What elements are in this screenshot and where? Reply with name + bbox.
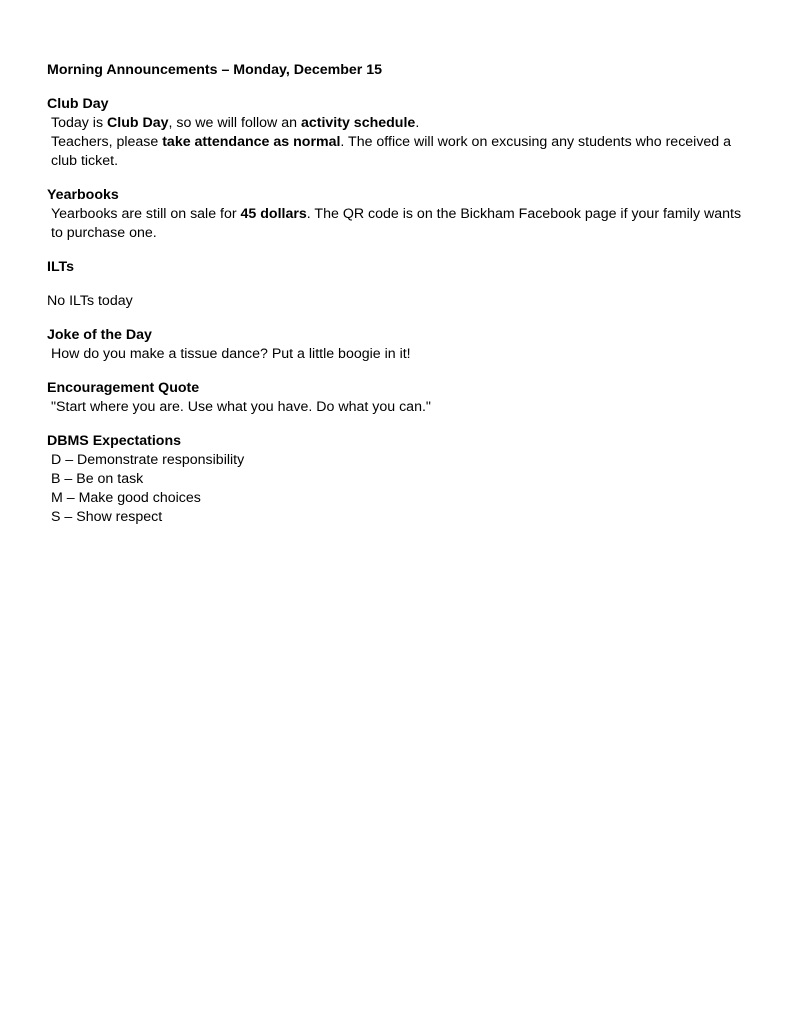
attendance-text <box>47 133 747 171</box>
attendance-emphasis: take attendance as normal <box>162 134 341 150</box>
ilts-text: No ILTs today <box>47 293 133 309</box>
expectation-item: D – Demonstrate responsibility <box>51 452 245 468</box>
yearbooks-heading: Yearbooks <box>47 187 119 203</box>
price-emphasis: 45 dollars <box>240 206 307 222</box>
document-body <box>47 61 747 542</box>
yearbooks-text-part: Yearbooks are still on sale for <box>51 206 241 222</box>
club-day-text-part: Today is <box>51 115 107 131</box>
expectation-item: B – Be on task <box>51 471 144 487</box>
ilts-section <box>47 258 747 311</box>
expectation-item: M – Make good choices <box>51 490 201 506</box>
attendance-text-part: . The office will work on excusing any students who received a club ticket. <box>51 134 732 169</box>
club-day-text-part: . <box>415 115 420 131</box>
club-day-section <box>47 95 747 171</box>
expectation-item: S – Show respect <box>51 509 163 525</box>
quote-section <box>47 379 747 417</box>
attendance-text-part: Teachers, please <box>51 134 163 150</box>
quote-text: "Start where you are. Use what you have. Do what you can." <box>51 399 431 415</box>
yearbooks-text <box>47 205 747 243</box>
expectations-heading: DBMS Expectations <box>47 433 182 449</box>
club-day-text <box>47 114 747 133</box>
quote-heading: Encouragement Quote <box>47 380 200 396</box>
ilts-heading: ILTs <box>47 259 75 275</box>
joke-section <box>47 326 747 364</box>
club-day-text-part: , so we will follow an <box>168 115 301 131</box>
club-day-heading: Club Day <box>47 96 109 112</box>
yearbooks-text-part: . The QR code is on the Bickham Facebook page if your family wants to purchase one. <box>51 206 742 241</box>
club-day-emphasis: Club Day <box>107 115 169 131</box>
expectations-section <box>47 432 747 527</box>
joke-text: How do you make a tissue dance? Put a little boogie in it! <box>51 346 411 362</box>
activity-schedule-emphasis: activity schedule <box>300 115 416 131</box>
yearbooks-section <box>47 186 747 243</box>
joke-heading: Joke of the Day <box>47 327 152 343</box>
page-title: Morning Announcements – Monday, December 15 <box>47 62 383 78</box>
